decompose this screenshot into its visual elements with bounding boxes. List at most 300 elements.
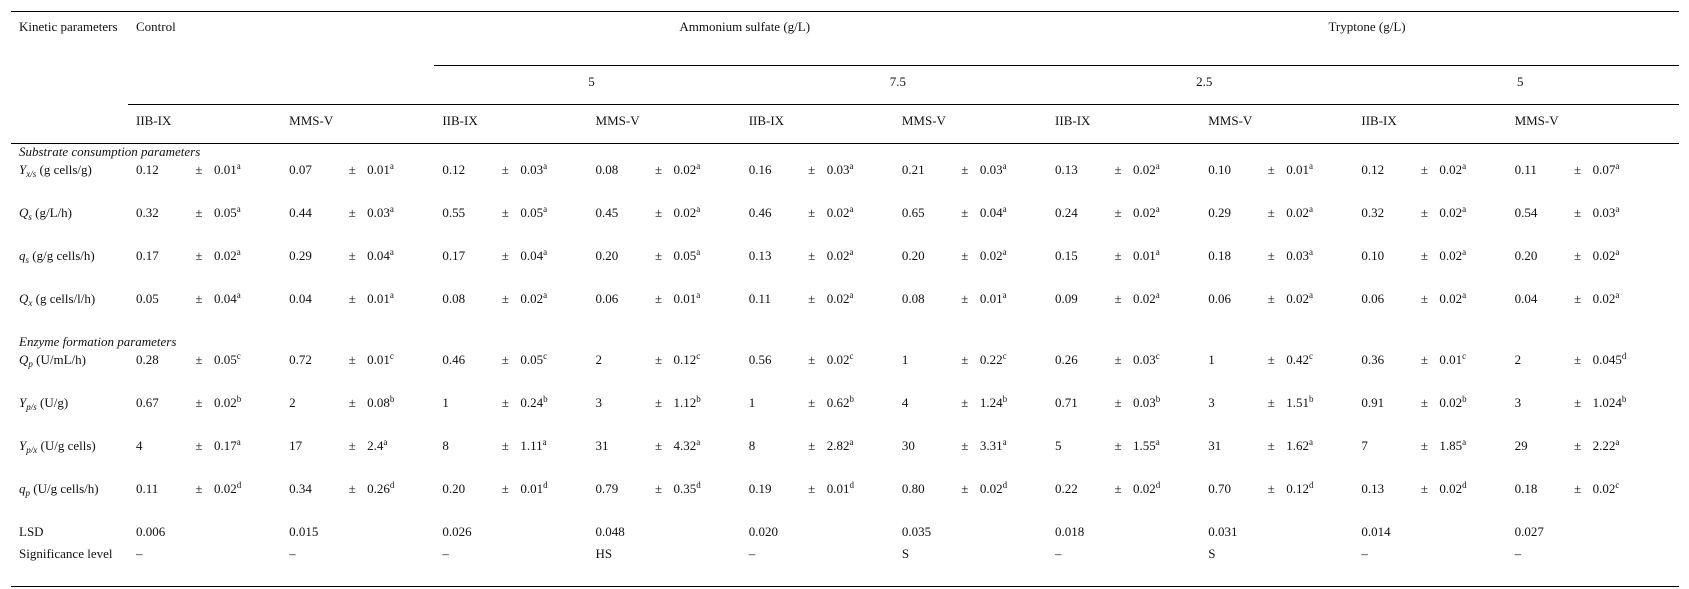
error-value: 0.26	[367, 481, 390, 496]
lsd-value: 0.014	[1361, 524, 1391, 539]
header-strain: IIB-IX	[741, 105, 894, 144]
significance-letter: b	[1002, 394, 1008, 404]
mean-value: 0.91	[1361, 395, 1385, 410]
plus-minus: ±	[1573, 205, 1582, 220]
mean-value: 30	[901, 438, 915, 453]
plus-minus: ±	[808, 205, 816, 220]
significance-letter: d	[389, 480, 395, 490]
value-cell	[588, 395, 741, 438]
value-cell	[434, 481, 587, 524]
significance-letter: a	[1462, 437, 1467, 447]
significance-letter: a	[1308, 161, 1313, 171]
error-value: 0.02	[1592, 481, 1616, 496]
value-cell	[1353, 438, 1506, 481]
plus-minus: ±	[501, 291, 509, 306]
significance-letter: a	[1615, 290, 1620, 300]
plus-minus: ±	[808, 162, 816, 177]
parameter-unit: (U/g cells)	[37, 438, 96, 453]
strain-row	[11, 105, 1679, 144]
significance-value: –	[741, 546, 894, 587]
lsd-value: 0.026	[442, 524, 472, 539]
significance-letter: a	[1002, 161, 1007, 171]
value-cell	[281, 481, 434, 524]
header-concentration: 7.5	[741, 66, 1047, 105]
error-value: 0.02	[1592, 291, 1616, 306]
error-value: 0.03	[826, 162, 850, 177]
plus-minus: ±	[195, 205, 203, 220]
value-cell	[588, 162, 741, 205]
mean-value: 0.12	[1361, 162, 1385, 177]
mean-value: 0.18	[1208, 248, 1231, 263]
mean-value: 0.11	[136, 481, 159, 496]
significance-letter: a	[1002, 290, 1007, 300]
value-cell	[894, 481, 1047, 524]
table-row	[11, 291, 1679, 334]
mean-value: 0.20	[1514, 248, 1538, 263]
plus-minus: ±	[654, 395, 663, 410]
mean-value: 0.18	[1514, 481, 1538, 496]
error-value: 0.07	[1592, 162, 1616, 177]
significance-letter: a	[696, 247, 701, 257]
significance-letter: c	[236, 351, 241, 361]
mean-value: 0.20	[442, 481, 466, 496]
significance-letter: a	[696, 290, 701, 300]
mean-value: 5	[1055, 438, 1062, 453]
mean-value: 0.46	[748, 205, 772, 220]
parameter-symbol: Y	[19, 162, 27, 177]
error-value: 0.05	[520, 352, 544, 367]
mean-value: 0.19	[748, 481, 772, 496]
significance-letter: a	[236, 290, 241, 300]
significance-letter: b	[543, 394, 548, 404]
plus-minus: ±	[195, 162, 203, 177]
plus-minus: ±	[1573, 438, 1582, 453]
significance-letter: d	[696, 480, 701, 490]
plus-minus: ±	[654, 291, 663, 306]
mean-value: 0.20	[595, 248, 619, 263]
significance-letter: c	[849, 351, 854, 361]
significance-letter: a	[236, 204, 241, 214]
header-tryptone: Tryptone (g/L)	[1047, 12, 1679, 66]
error-value: 4.32	[673, 438, 697, 453]
mean-value: 0.36	[1361, 352, 1385, 367]
kinetic-parameters-table	[11, 11, 1679, 587]
significance-letter: a	[236, 161, 241, 171]
mean-value: 0.15	[1055, 248, 1078, 263]
value-cell	[281, 395, 434, 438]
significance-letter: b	[1462, 394, 1467, 404]
value-cell	[1200, 248, 1353, 291]
header-ammonium-sulfate: Ammonium sulfate (g/L)	[434, 12, 1047, 66]
plus-minus: ±	[195, 395, 203, 410]
plus-minus: ±	[195, 248, 203, 263]
significance-letter: c	[1155, 351, 1160, 361]
lsd-label: LSD	[19, 524, 44, 539]
significance-value: –	[1353, 546, 1506, 587]
mean-value: 31	[595, 438, 609, 453]
plus-minus: ±	[654, 438, 663, 453]
mean-value: 2	[1514, 352, 1522, 367]
significance-letter: a	[543, 247, 548, 257]
significance-letter: a	[383, 437, 388, 447]
kinetic-parameters-table-container	[11, 11, 1679, 587]
mean-value: 0.10	[1361, 248, 1385, 263]
header-strain: MMS-V	[588, 105, 741, 144]
error-value: 1.12	[673, 395, 697, 410]
header-concentration: 5	[1353, 66, 1679, 105]
error-value: 0.01	[979, 291, 1003, 306]
significance-letter: a	[696, 161, 701, 171]
significance-letter: a	[1155, 437, 1160, 447]
table-row	[11, 438, 1679, 481]
significance-letter: d	[1462, 480, 1467, 490]
plus-minus: ±	[961, 162, 969, 177]
value-cell	[434, 291, 587, 334]
error-value: 0.03	[520, 162, 544, 177]
significance-letter: a	[1002, 247, 1007, 257]
parameter-cell	[11, 352, 128, 395]
significance-value: –	[128, 546, 281, 587]
significance-letter: d	[1308, 480, 1314, 490]
mean-value: 0.34	[289, 481, 312, 496]
plus-minus: ±	[501, 162, 509, 177]
mean-value: 0.55	[442, 205, 466, 220]
plus-minus: ±	[654, 248, 663, 263]
error-value: 0.05	[214, 352, 237, 367]
plus-minus: ±	[195, 438, 203, 453]
plus-minus: ±	[1114, 248, 1122, 263]
mean-value: 0.13	[1055, 162, 1078, 177]
value-cell	[1200, 205, 1353, 248]
mean-value: 0.12	[136, 162, 159, 177]
plus-minus: ±	[1114, 162, 1122, 177]
error-value: 0.02	[826, 248, 850, 263]
plus-minus: ±	[1114, 291, 1122, 306]
significance-value: S	[894, 546, 1047, 587]
mean-value: 0.13	[748, 248, 772, 263]
mean-value: 4	[901, 395, 909, 410]
parameter-unit: (U/mL/h)	[32, 352, 86, 367]
error-value: 0.03	[979, 162, 1003, 177]
header-concentration: 5	[434, 66, 740, 105]
value-cell	[1507, 438, 1679, 481]
parameter-cell	[11, 205, 128, 248]
mean-value: 0.10	[1208, 162, 1231, 177]
plus-minus: ±	[1114, 481, 1122, 496]
value-cell	[588, 438, 741, 481]
parameter-symbol: Y	[19, 438, 27, 453]
value-cell	[894, 352, 1047, 395]
value-cell	[128, 438, 281, 481]
significance-value: –	[281, 546, 434, 587]
value-cell	[434, 248, 587, 291]
plus-minus: ±	[1573, 481, 1582, 496]
value-cell	[894, 395, 1047, 438]
parameter-cell	[11, 248, 128, 291]
plus-minus: ±	[654, 205, 663, 220]
error-value: 0.04	[367, 248, 390, 263]
value-cell	[1507, 248, 1679, 291]
plus-minus: ±	[501, 352, 509, 367]
significance-letter: a	[1615, 437, 1620, 447]
mean-value: 0.22	[1055, 481, 1078, 496]
significance-letter: c	[1002, 351, 1007, 361]
mean-value: 1	[901, 352, 909, 367]
significance-letter: a	[1462, 204, 1467, 214]
plus-minus: ±	[961, 481, 969, 496]
error-value: 1.62	[1286, 438, 1309, 453]
mean-value: 2	[595, 352, 603, 367]
mean-value: 3	[1514, 395, 1522, 410]
error-value: 2.82	[826, 438, 850, 453]
error-value: 0.045	[1592, 352, 1622, 367]
mean-value: 0.65	[901, 205, 925, 220]
parameter-subscript: s	[28, 212, 32, 222]
mean-value: 1	[748, 395, 756, 410]
plus-minus: ±	[1573, 162, 1582, 177]
significance-letter: a	[389, 161, 394, 171]
header-concentration: 2.5	[1047, 66, 1353, 105]
error-value: 0.02	[214, 395, 237, 410]
value-cell	[128, 205, 281, 248]
error-value: 0.08	[367, 395, 390, 410]
mean-value: 0.11	[1514, 162, 1537, 177]
value-cell	[588, 205, 741, 248]
significance-letter: a	[1002, 437, 1007, 447]
significance-letter: a	[389, 290, 394, 300]
parameter-symbol: Q	[19, 352, 29, 367]
mean-value: 0.17	[136, 248, 159, 263]
header-control: Control	[128, 12, 281, 66]
value-cell	[128, 352, 281, 395]
error-value: 0.02	[520, 291, 544, 306]
header-kinetic-parameters: Kinetic parameters	[11, 12, 128, 66]
plus-minus: ±	[1267, 291, 1275, 306]
mean-value: 7	[1361, 438, 1368, 453]
error-value: 1.85	[1439, 438, 1463, 453]
table-row	[11, 162, 1679, 205]
plus-minus: ±	[1267, 352, 1275, 367]
error-value: 0.42	[1286, 352, 1309, 367]
error-value: 0.01	[367, 162, 390, 177]
error-value: 0.22	[979, 352, 1003, 367]
mean-value: 0.46	[442, 352, 466, 367]
error-value: 0.62	[826, 395, 850, 410]
plus-minus: ±	[1420, 395, 1428, 410]
mean-value: 0.80	[901, 481, 925, 496]
value-cell	[588, 291, 741, 334]
significance-value: –	[1047, 546, 1200, 587]
error-value: 0.01	[1133, 248, 1156, 263]
lsd-value: 0.048	[595, 524, 625, 539]
significance-letter: a	[543, 161, 548, 171]
plus-minus: ±	[1573, 248, 1582, 263]
error-value: 0.01	[1439, 352, 1463, 367]
significance-letter: a	[1308, 204, 1313, 214]
header-strain: MMS-V	[1507, 105, 1679, 144]
error-value: 0.02	[1439, 248, 1463, 263]
error-value: 0.02	[1133, 162, 1156, 177]
error-value: 0.02	[673, 205, 697, 220]
error-value: 2.4	[367, 438, 384, 453]
parameter-subscript: p/s	[26, 402, 37, 412]
significance-letter: c	[1615, 480, 1620, 490]
parameter-unit: (g cells/l/h)	[32, 291, 96, 306]
error-value: 0.02	[1439, 395, 1463, 410]
significance-letter: a	[696, 437, 701, 447]
table-header	[11, 12, 1679, 144]
significance-letter: c	[1308, 351, 1313, 361]
mean-value: 0.06	[595, 291, 619, 306]
significance-letter: a	[849, 161, 854, 171]
plus-minus: ±	[961, 395, 969, 410]
value-cell	[128, 291, 281, 334]
value-cell	[741, 248, 894, 291]
significance-letter: a	[849, 204, 854, 214]
section-row	[11, 334, 1679, 352]
error-value: 0.02	[673, 162, 697, 177]
header-strain: IIB-IX	[1353, 105, 1506, 144]
value-cell	[1507, 395, 1679, 438]
plus-minus: ±	[1573, 352, 1582, 367]
value-cell	[281, 291, 434, 334]
mean-value: 3	[595, 395, 603, 410]
value-cell	[741, 205, 894, 248]
error-value: 0.03	[1592, 205, 1616, 220]
mean-value: 0.20	[901, 248, 925, 263]
header-strain: IIB-IX	[128, 105, 281, 144]
value-cell	[1047, 481, 1200, 524]
parameter-unit: (U/g cells/h)	[30, 481, 99, 496]
plus-minus: ±	[1114, 352, 1122, 367]
plus-minus: ±	[1420, 162, 1428, 177]
error-value: 0.35	[673, 481, 697, 496]
error-value: 1.11	[520, 438, 543, 453]
error-value: 0.04	[214, 291, 237, 306]
value-cell	[1200, 395, 1353, 438]
value-cell	[434, 395, 587, 438]
mean-value: 3	[1208, 395, 1215, 410]
parameter-cell	[11, 291, 128, 334]
plus-minus: ±	[808, 248, 816, 263]
plus-minus: ±	[195, 352, 203, 367]
value-cell	[1047, 438, 1200, 481]
mean-value: 0.07	[289, 162, 312, 177]
error-value: 0.02	[1133, 481, 1156, 496]
mean-value: 0.06	[1361, 291, 1385, 306]
mean-value: 0.04	[1514, 291, 1538, 306]
error-value: 0.03	[1286, 248, 1309, 263]
error-value: 0.02	[214, 481, 237, 496]
parameter-symbol: Q	[19, 205, 29, 220]
mean-value: 0.11	[748, 291, 771, 306]
mean-value: 2	[289, 395, 296, 410]
plus-minus: ±	[961, 352, 969, 367]
parameter-cell	[11, 162, 128, 205]
header-strain: IIB-IX	[1047, 105, 1200, 144]
error-value: 0.03	[1133, 352, 1156, 367]
error-value: 0.05	[520, 205, 544, 220]
value-cell	[434, 438, 587, 481]
value-cell	[588, 481, 741, 524]
significance-letter: b	[696, 394, 701, 404]
plus-minus: ±	[961, 248, 969, 263]
plus-minus: ±	[348, 248, 356, 263]
error-value: 1.55	[1133, 438, 1156, 453]
significance-letter: d	[1155, 480, 1161, 490]
plus-minus: ±	[654, 481, 663, 496]
mean-value: 0.71	[1055, 395, 1078, 410]
lsd-value: 0.027	[1514, 524, 1544, 539]
value-cell	[894, 162, 1047, 205]
value-cell	[1200, 291, 1353, 334]
error-value: 0.02	[1592, 248, 1616, 263]
plus-minus: ±	[1267, 395, 1275, 410]
significance-letter: b	[1621, 394, 1627, 404]
plus-minus: ±	[808, 352, 816, 367]
value-cell	[434, 205, 587, 248]
value-cell	[741, 438, 894, 481]
value-cell	[281, 162, 434, 205]
value-cell	[1047, 291, 1200, 334]
value-cell	[741, 395, 894, 438]
value-cell	[588, 248, 741, 291]
header-strain: MMS-V	[894, 105, 1047, 144]
value-cell	[1353, 481, 1506, 524]
significance-letter: a	[1462, 247, 1467, 257]
significance-letter: a	[696, 204, 701, 214]
lsd-value: 0.020	[748, 524, 778, 539]
significance-letter: a	[1155, 290, 1160, 300]
significance-letter: a	[1615, 204, 1620, 214]
error-value: 0.01	[520, 481, 544, 496]
value-cell	[128, 481, 281, 524]
lsd-value: 0.015	[289, 524, 319, 539]
error-value: 1.024	[1592, 395, 1622, 410]
parameter-cell	[11, 395, 128, 438]
mean-value: 0.12	[442, 162, 466, 177]
error-value: 0.02	[214, 248, 237, 263]
parameter-cell	[11, 481, 128, 524]
value-cell	[1047, 352, 1200, 395]
plus-minus: ±	[1114, 438, 1122, 453]
error-value: 0.24	[520, 395, 544, 410]
table-row	[11, 481, 1679, 524]
significance-letter: a	[1615, 247, 1620, 257]
mean-value: 0.24	[1055, 205, 1078, 220]
plus-minus: ±	[654, 162, 663, 177]
error-value: 0.02	[1133, 205, 1156, 220]
error-value: 0.02	[1439, 291, 1463, 306]
lsd-value: 0.035	[901, 524, 932, 539]
lsd-row	[11, 524, 1679, 546]
error-value: 0.05	[673, 248, 697, 263]
value-cell	[1353, 205, 1506, 248]
error-value: 0.04	[520, 248, 544, 263]
mean-value: 8	[442, 438, 449, 453]
mean-value: 0.54	[1514, 205, 1538, 220]
table-row	[11, 248, 1679, 291]
plus-minus: ±	[1267, 248, 1275, 263]
plus-minus: ±	[195, 291, 203, 306]
mean-value: 0.29	[289, 248, 312, 263]
value-cell	[128, 162, 281, 205]
plus-minus: ±	[501, 438, 509, 453]
error-value: 3.31	[979, 438, 1003, 453]
mean-value: 1	[442, 395, 449, 410]
mean-value: 0.06	[1208, 291, 1231, 306]
plus-minus: ±	[1267, 481, 1275, 496]
